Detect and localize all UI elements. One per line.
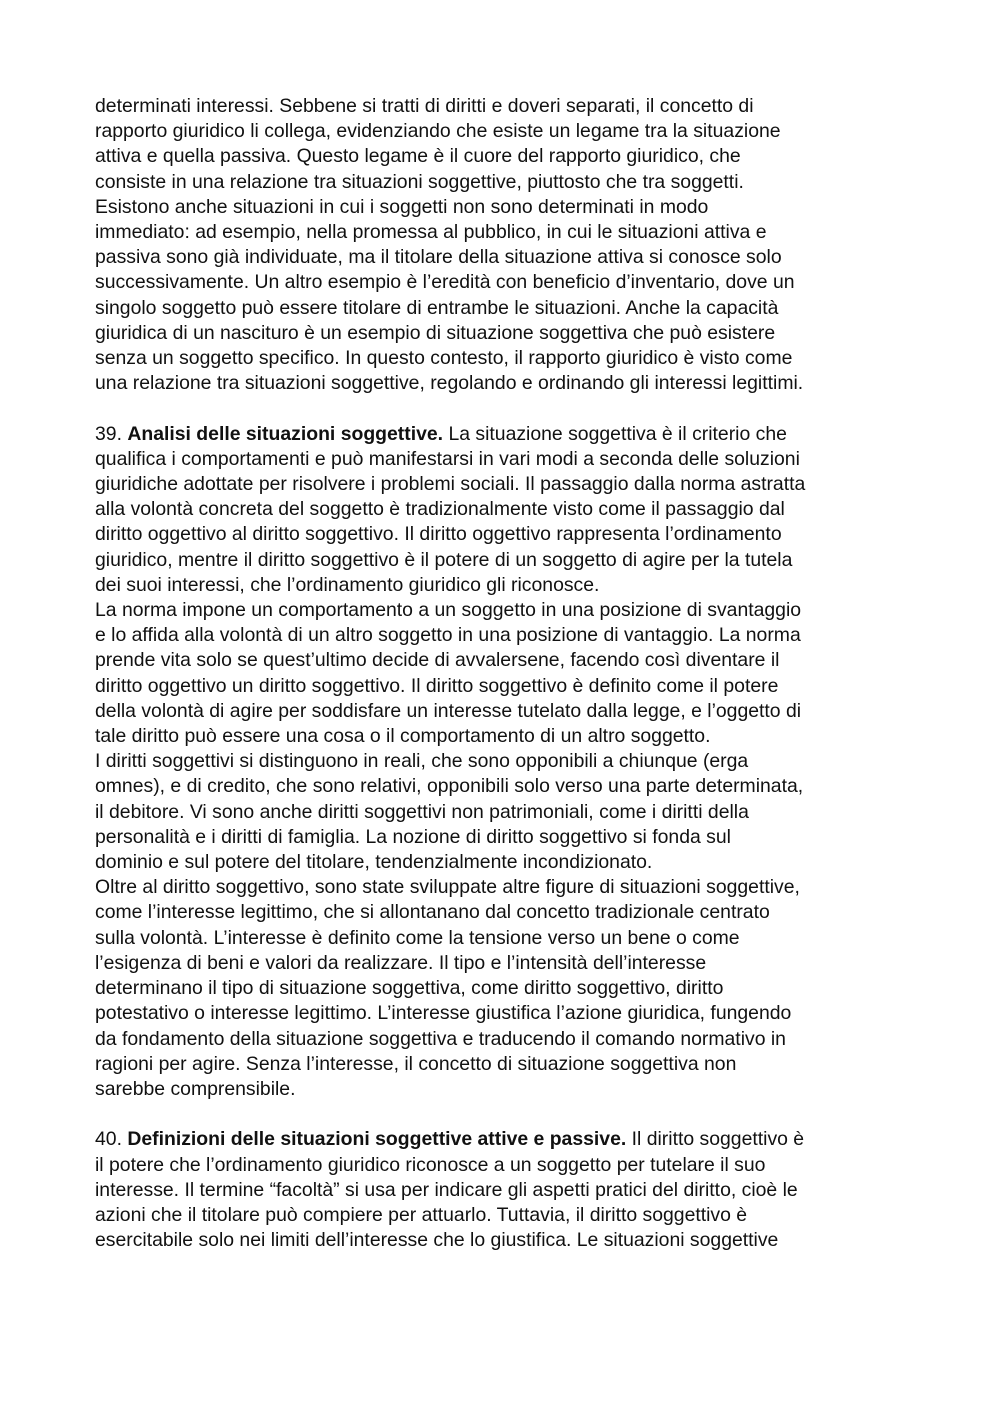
section-39-paragraph-2: La norma impone un comportamento a un soggetto in una posizione di svantaggio e lo affida alla volontà di un altro soggetto in una posizione di vantaggio. La norma prende vita solo se quest’ultimo decide di avvalersene, facendo così diventare il diritto oggettivo un diritto soggettivo. Il diritto soggettivo è definito come il potere della volontà di agire per soddisfare un interesse tutelato dalla legge, e l’oggetto di tale diritto può essere una cosa o il comportamento di un altro soggetto.: [95, 599, 802, 748]
paragraph-gap: [95, 1102, 915, 1127]
section-39-paragraph-4: Oltre al diritto soggettivo, sono state sviluppate altre figure di situazioni soggettive, come l’interesse legittimo, che si allontanano dal concetto tradizionale centrato sulla volontà. L’interesse è definito come la tensione verso un bene o come l’esigenza di beni e valori da realizzare. Il tipo e l’intensità dell’interesse determinano il tipo di situazione soggettiva, come diritto soggettivo, diritto potestativo o interesse legittimo. L’interesse giustifica l’azione giuridica, fungendo da fondamento della situazione soggettiva e traducendo il comando normativo in ragioni per agire. Senza l’interesse, il concetto di situazione soggettiva non sarebbe comprensibile.: [95, 876, 800, 1100]
section-39-heading: Analisi delle situazioni soggettive.: [127, 422, 444, 445]
section-39-paragraph-3: I diritti soggettivi si distinguono in reali, che sono opponibili a chiunque (erga omnes), e di credito, che sono relativi, opponibili solo verso una parte determinata, il debitore. Vi sono anche diritti soggettivi non patrimoniali, come i diritti della personalità e i diritti di famiglia. La nozione di diritto soggettivo si fonda sul dominio e sul potere del titolare, tendenzialmente incondizionato.: [95, 750, 804, 874]
paragraph-gap: [95, 396, 915, 421]
section-40-paragraph: [95, 1127, 915, 1253]
section-39-number: 39.: [95, 422, 128, 445]
section-39-first-paragraph: [95, 422, 915, 598]
section-40-number: 40.: [95, 1128, 128, 1151]
section-40-heading: Definizioni delle situazioni soggettive attive e passive.: [127, 1128, 627, 1151]
section-40-body: Il diritto soggettivo è il potere che l’ordinamento giuridico riconosce a un soggetto per tutelare il suo interesse. Il termine “facoltà” si usa per indicare gli aspetti pratici del diritto, cioè le azioni che il titolare può compiere per attuarlo. Tuttavia, il diritto soggettivo è esercitabile solo nei limiti dell’interesse che lo giustifica. Le situazioni soggettive: [95, 1128, 805, 1252]
section-39-paragraph-1: La situazione soggettiva è il criterio che qualifica i comportamenti e può manifestarsi in vari modi a seconda delle soluzioni giuridiche adottate per risolvere i problemi sociali. Il passaggio dalla norma astratta alla volontà concreta del soggetto è tradizionalmente visto come il passaggio dal diritto oggettivo al diritto soggettivo. Il diritto oggettivo rappresenta l’ordinamento giuridico, mentre il diritto soggettivo è il potere di un soggetto di agire per la tutela dei suoi interessi, che l’ordinamento giuridico gli riconosce.: [95, 422, 806, 596]
intro-paragraph: determinati interessi. Sebbene si tratti di diritti e doveri separati, il concetto di rapporto giuridico li collega, evidenziando che esiste un legame tra la situazione attiva e quella passiva. Questo legame è il cuore del rapporto giuridico, che consiste in una relazione tra situazioni soggettive, piuttosto che tra soggetti. Esistono anche situazioni in cui i soggetti non sono determinati in modo immediato: ad esempio, nella promessa al pubblico, in cui le situazioni attiva e passiva sono già individuate, ma il titolare della situazione attiva si conosce solo successivamente. Un altro esempio è l’eredità con beneficio d’inventario, dove un singolo soggetto può essere titolare di entrambe le situazioni. Anche la capacità giuridica di un nascituro è un esempio di situazione soggettiva che può esistere senza un soggetto specifico. In questo contesto, il rapporto giuridico è visto come una relazione tra situazioni soggettive, regolando e ordinando gli interessi legittimi.: [95, 95, 804, 395]
document-page: [95, 94, 915, 1253]
